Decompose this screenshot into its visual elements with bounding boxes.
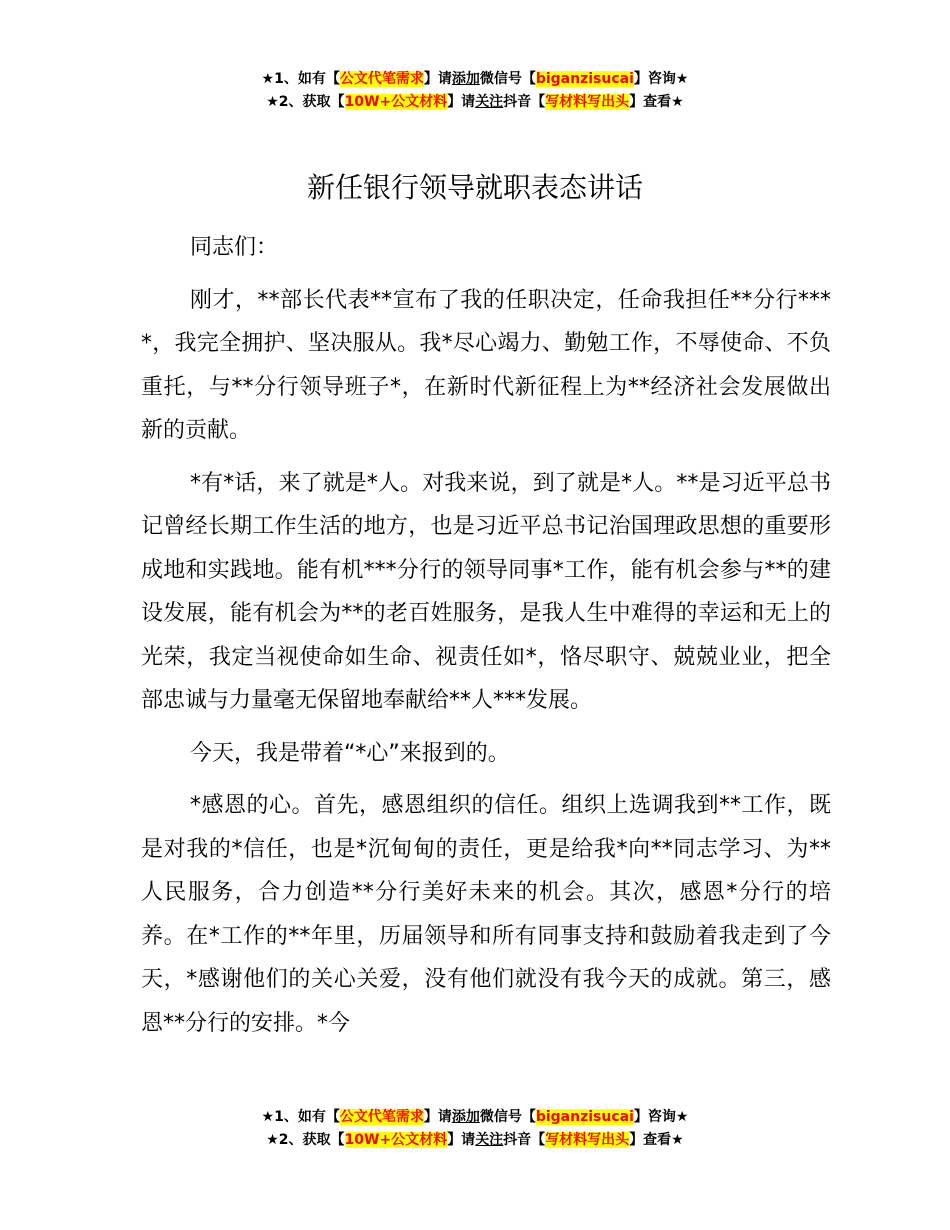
banner-highlight: 公文代笔需求 bbox=[339, 1109, 424, 1125]
banner-line-2 bbox=[0, 91, 950, 114]
header-banner bbox=[0, 68, 950, 114]
banner-text: ★1、如有【 bbox=[261, 1109, 340, 1125]
banner-line-1 bbox=[0, 68, 950, 91]
body-paragraph: *有*话，来了就是*人。对我来说，到了就是*人。**是习近平总书记曾经长期工作生活的地方，也是习近平总书记治国理政思想的重要形成地和实践地。能有机***分行的领导同事*工作，能有机会参与**的建设发展，能有机会为**的老百姓服务，是我人生中难得的幸运和无上的光荣，我定当视使命如生命、视责任如*，恪尽职守、兢兢业业，把全部忠诚与力量毫无保留地奉献给**人***发展。 bbox=[141, 470, 831, 713]
banner-text: ★2、获取【 bbox=[266, 1132, 345, 1148]
banner-text: 微信号【 bbox=[479, 1109, 536, 1125]
banner-text: ★1、如有【 bbox=[261, 71, 340, 87]
banner-text: 抖音【 bbox=[503, 1132, 546, 1148]
footer-banner bbox=[0, 1106, 950, 1152]
banner-highlight: 写材料写出头 bbox=[545, 94, 630, 110]
banner-highlight: biganzisucai bbox=[535, 1109, 634, 1125]
banner-text: 】咨询★ bbox=[633, 71, 689, 87]
banner-underlined: 关注 bbox=[475, 94, 504, 110]
body-paragraph: *感恩的心。首先，感恩组织的信任。组织上选调我到**工作，既是对我的*信任，也是*沉甸甸的责任，更是给我*向**同志学习、为**人民服务，合力创造**分行美好未来的机会。其次，感恩*分行的培养。在*工作的**年里，历届领导和所有同事支持和鼓励着我走到了今天，*感谢他们的关心关爱，没有他们就没有我今天的成就。第三，感恩**分行的安排。*今 bbox=[141, 793, 831, 1036]
banner-underlined: 添加 bbox=[451, 1109, 480, 1125]
banner-highlight: 写材料写出头 bbox=[545, 1132, 630, 1148]
banner-text: 】咨询★ bbox=[633, 1109, 689, 1125]
banner-text: 】请 bbox=[423, 71, 452, 87]
document-title: 新任银行领导就职表态讲话 bbox=[306, 171, 643, 204]
banner-text: 抖音【 bbox=[503, 94, 546, 110]
banner-underlined: 添加 bbox=[451, 71, 480, 87]
banner-highlight: 10W+公文材料 bbox=[344, 1132, 448, 1148]
banner-highlight: 公文代笔需求 bbox=[339, 71, 424, 87]
banner-text: 】请 bbox=[423, 1109, 452, 1125]
body-paragraph: 今天，我是带着“*心”来报到的。 bbox=[190, 740, 510, 766]
banner-text: ★2、获取【 bbox=[266, 94, 345, 110]
banner-line-2 bbox=[0, 1129, 950, 1152]
body-paragraph: 刚才，**部长代表**宣布了我的任职决定，任命我担任**分行****，我完全拥护、坚决服从。我*尽心竭力、勤勉工作，不辱使命、不负重托，与**分行领导班子*，在新时代新征程上为**经济社会发展做出新的贡献。 bbox=[141, 287, 831, 443]
banner-highlight: 10W+公文材料 bbox=[344, 94, 448, 110]
banner-line-1 bbox=[0, 1106, 950, 1129]
banner-underlined: 关注 bbox=[475, 1132, 504, 1148]
banner-text: 微信号【 bbox=[479, 71, 536, 87]
banner-text: 】请 bbox=[447, 1132, 476, 1148]
banner-text: 】请 bbox=[447, 94, 476, 110]
banner-highlight: biganzisucai bbox=[535, 71, 634, 87]
banner-text: 】查看★ bbox=[629, 1132, 684, 1148]
banner-text: 】查看★ bbox=[629, 94, 684, 110]
salutation: 同志们： bbox=[190, 235, 279, 260]
document-body bbox=[141, 226, 831, 1054]
